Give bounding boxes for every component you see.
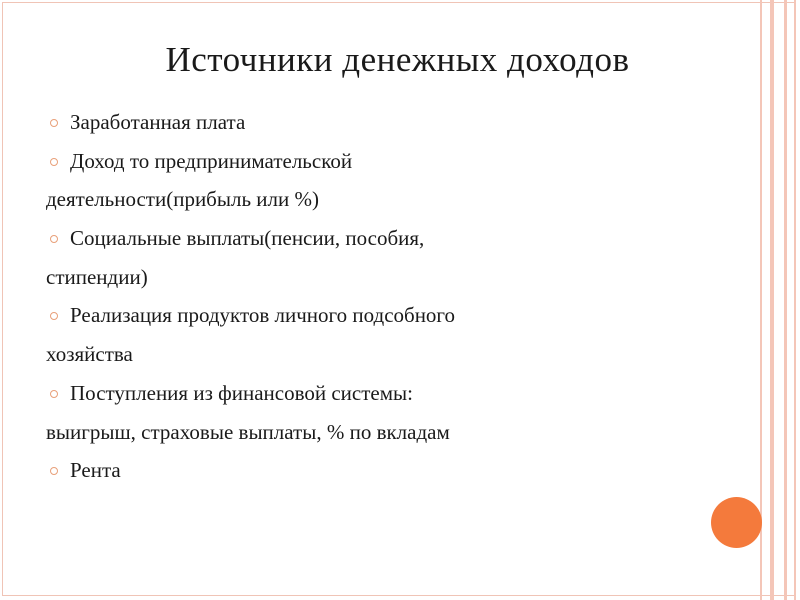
- stripe: [784, 0, 787, 600]
- list-item-text: Социальные выплаты(пенсии, пособия,: [70, 226, 425, 251]
- bullet-icon: [46, 144, 62, 183]
- bullet-icon: [46, 221, 62, 260]
- bullet-icon: [46, 105, 62, 144]
- stripe: [770, 0, 774, 600]
- bullet-icon: [46, 376, 62, 415]
- list-item-continuation: [46, 180, 726, 219]
- list-item: [46, 219, 726, 258]
- list-item: [46, 451, 726, 490]
- list-item-continuation: [46, 413, 726, 452]
- list-item-text: Заработанная плата: [70, 110, 246, 134]
- list-item-text: деятельности(прибыль или %): [46, 187, 319, 212]
- list-item-text: Поступления из финансовой системы:: [70, 380, 413, 405]
- list-item: [46, 296, 726, 335]
- stripe: [794, 0, 796, 600]
- list-item-text: хозяйства: [46, 342, 133, 367]
- bullet-list: [46, 103, 726, 490]
- list-item-text: выигрыш, страховые выплаты, % по вкладам: [46, 419, 450, 444]
- list-item-continuation: [46, 258, 726, 297]
- list-item-text: Доход то предпринимательской: [70, 148, 353, 173]
- slide-title: Источники денежных доходов: [165, 40, 630, 79]
- orange-circle-decoration: [711, 497, 762, 548]
- bullet-icon: [46, 453, 62, 492]
- list-item-text: Рента: [70, 458, 121, 483]
- list-item: [46, 374, 726, 413]
- stripe: [760, 0, 762, 600]
- list-item: [46, 103, 726, 142]
- list-item: [46, 142, 726, 181]
- list-item-continuation: [46, 335, 726, 374]
- list-item-text: стипендии): [46, 264, 148, 289]
- bullet-icon: [46, 298, 62, 337]
- decorative-stripes: [758, 0, 800, 600]
- list-item-text: Реализация продуктов личного подсобного: [70, 303, 456, 328]
